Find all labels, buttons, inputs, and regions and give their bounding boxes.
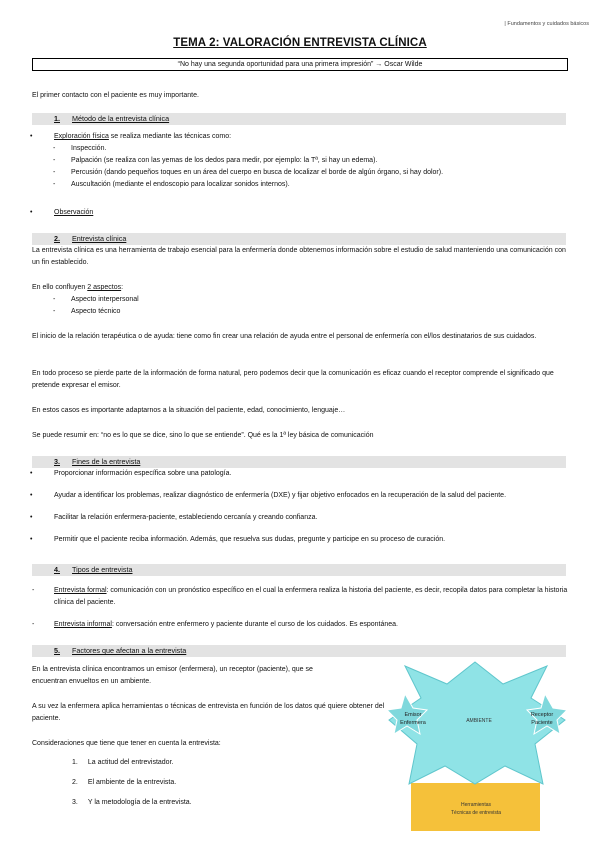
list-item: • Proporcionar información específica sobre una patología. [30, 470, 232, 477]
section-4-heading [32, 564, 566, 576]
section-number: 3. [54, 457, 60, 466]
box-label-1: Herramientas [460, 802, 492, 808]
list-item: - Auscultación (mediante el endoscopio para localizar sonidos internos). [53, 181, 290, 188]
paragraph: La entrevista clínica es una herramienta de trabajo esencial para la enfermería donde obtenemos información sobre el estudio de salud manteniendo una comunicación con un fin establecido. [32, 247, 566, 266]
list-item: 2. El ambiente de la entrevista. [72, 779, 177, 786]
paragraph: En ello confluyen 2 aspectos: [32, 284, 124, 291]
paragraph: En estos casos es importante adaptarnos a la situación del paciente, edad, conocimiento, lenguaje… [32, 407, 346, 414]
list-item: • Ayudar a identificar los problemas, realizar diagnóstico de enfermería (DXE) y fijar objetivo enfocados en la recuperación de la salud del paciente. [30, 492, 507, 499]
section-number: 4. [54, 565, 60, 574]
paragraph: En todo proceso se pierde parte de la información de forma natural, pero podemos decir que la comunicación es eficaz cuando el receptor comprende el significado que pretende expresar el emisor. [32, 370, 554, 389]
bullet-icon: • [30, 133, 33, 140]
section-5-heading [32, 645, 566, 657]
list-item: - Percusión (dando pequeños toques en un área del cuerpo en busca de localizar el borde de algún órgano, si hay dolor). [53, 169, 444, 176]
section-number: 2. [54, 234, 60, 243]
paragraph: Consideraciones que tiene que tener en cuenta la entrevista: [32, 740, 221, 747]
intro-text: El primer contacto con el paciente es muy importante. [32, 92, 199, 99]
section-title: Método de la entrevista clínica [72, 114, 170, 123]
paragraph: Se puede resumir en: “no es lo que se dice, sino lo que se entiende”. Qué es la 1ª ley básica de comunicación [32, 432, 374, 439]
aims-list [32, 468, 568, 546]
receptor-label-2: Paciente [531, 720, 553, 726]
section-title: Fines de la entrevista [72, 457, 141, 466]
page-header: | Fundamentos y cuidados básicos [504, 21, 589, 27]
emisor-label-1: Emisor [404, 712, 422, 718]
quote-box: “No hay una segunda oportunidad para una primera impresión” → Oscar Wilde [32, 58, 568, 71]
section-title: Tipos de entrevista [72, 565, 133, 574]
list-item: 3. Y la metodología de la entrevista. [72, 799, 192, 806]
list-item: - Aspecto interpersonal [53, 296, 139, 303]
section-3-heading [32, 456, 566, 468]
diagram-center-label: AMBIENTE [466, 718, 492, 724]
list-item: 1. La actitud del entrevistador. [72, 759, 174, 766]
list-item: • Permitir que el paciente reciba información. Además, que resuelva sus dudas, pregunte y participe en su proceso de curación. [30, 536, 446, 543]
list-item: • Facilitar la relación enfermera-paciente, estableciendo cercanía y creando confianza. [30, 514, 318, 521]
section-number: 1. [54, 114, 60, 123]
receptor-label-1: Receptor [530, 712, 554, 718]
section-title: Entrevista clínica [72, 234, 127, 243]
paragraph: A su vez la enfermera aplica herramientas o técnicas de entrevista en función de los datos qué quiere obtener del paciente. [32, 703, 385, 722]
section-title: Factores que afectan a la entrevista [72, 646, 187, 655]
list-item: - Entrevista informal: conversación entre enfermero y paciente durante el curso de los cuidados. Es espontánea. [32, 621, 398, 628]
section-1-heading [32, 113, 566, 125]
list-item: - Palpación (se realiza con las yemas de los dedos para medir, por ejemplo: la Tª, si hay un edema). [53, 157, 378, 164]
list-item: - Inspección. [53, 145, 107, 152]
list-item: - Entrevista formal: comunicación con un pronóstico específico en el cual la enfermera realiza la historia del paciente, es decir, recopila datos para completar la historia clínica del paciente. [32, 587, 568, 606]
paragraph: En la entrevista clínica encontramos un emisor (enfermera), un receptor (paciente), que se encuentran envueltos en un ambiente. [32, 666, 313, 685]
emisor-label-2: Enfermera [400, 720, 426, 726]
paragraph: El inicio de la relación terapéutica o de ayuda: tiene como fin crear una relación de ayuda entre el personal de enfermería con el/los destinatarios de sus cuidados. [32, 333, 537, 340]
section-2-heading [32, 233, 566, 245]
bullet-observacion: • Observación [32, 207, 93, 219]
technique-list [53, 143, 573, 191]
box-label-2: Técnicas de entrevista [450, 810, 502, 816]
page-title: TEMA 2: VALORACIÓN ENTREVISTA CLÍNICA [173, 37, 427, 49]
bullet-icon: • [30, 209, 33, 216]
interview-types [32, 585, 568, 631]
bullet-exploracion: • Exploración física se realiza mediante las técnicas como: [32, 131, 566, 143]
considerations-list [72, 757, 192, 809]
list-item: - Aspecto técnico [53, 308, 121, 315]
communication-diagram [387, 658, 567, 833]
aspects-list [53, 294, 139, 318]
section-number: 5. [54, 646, 60, 655]
